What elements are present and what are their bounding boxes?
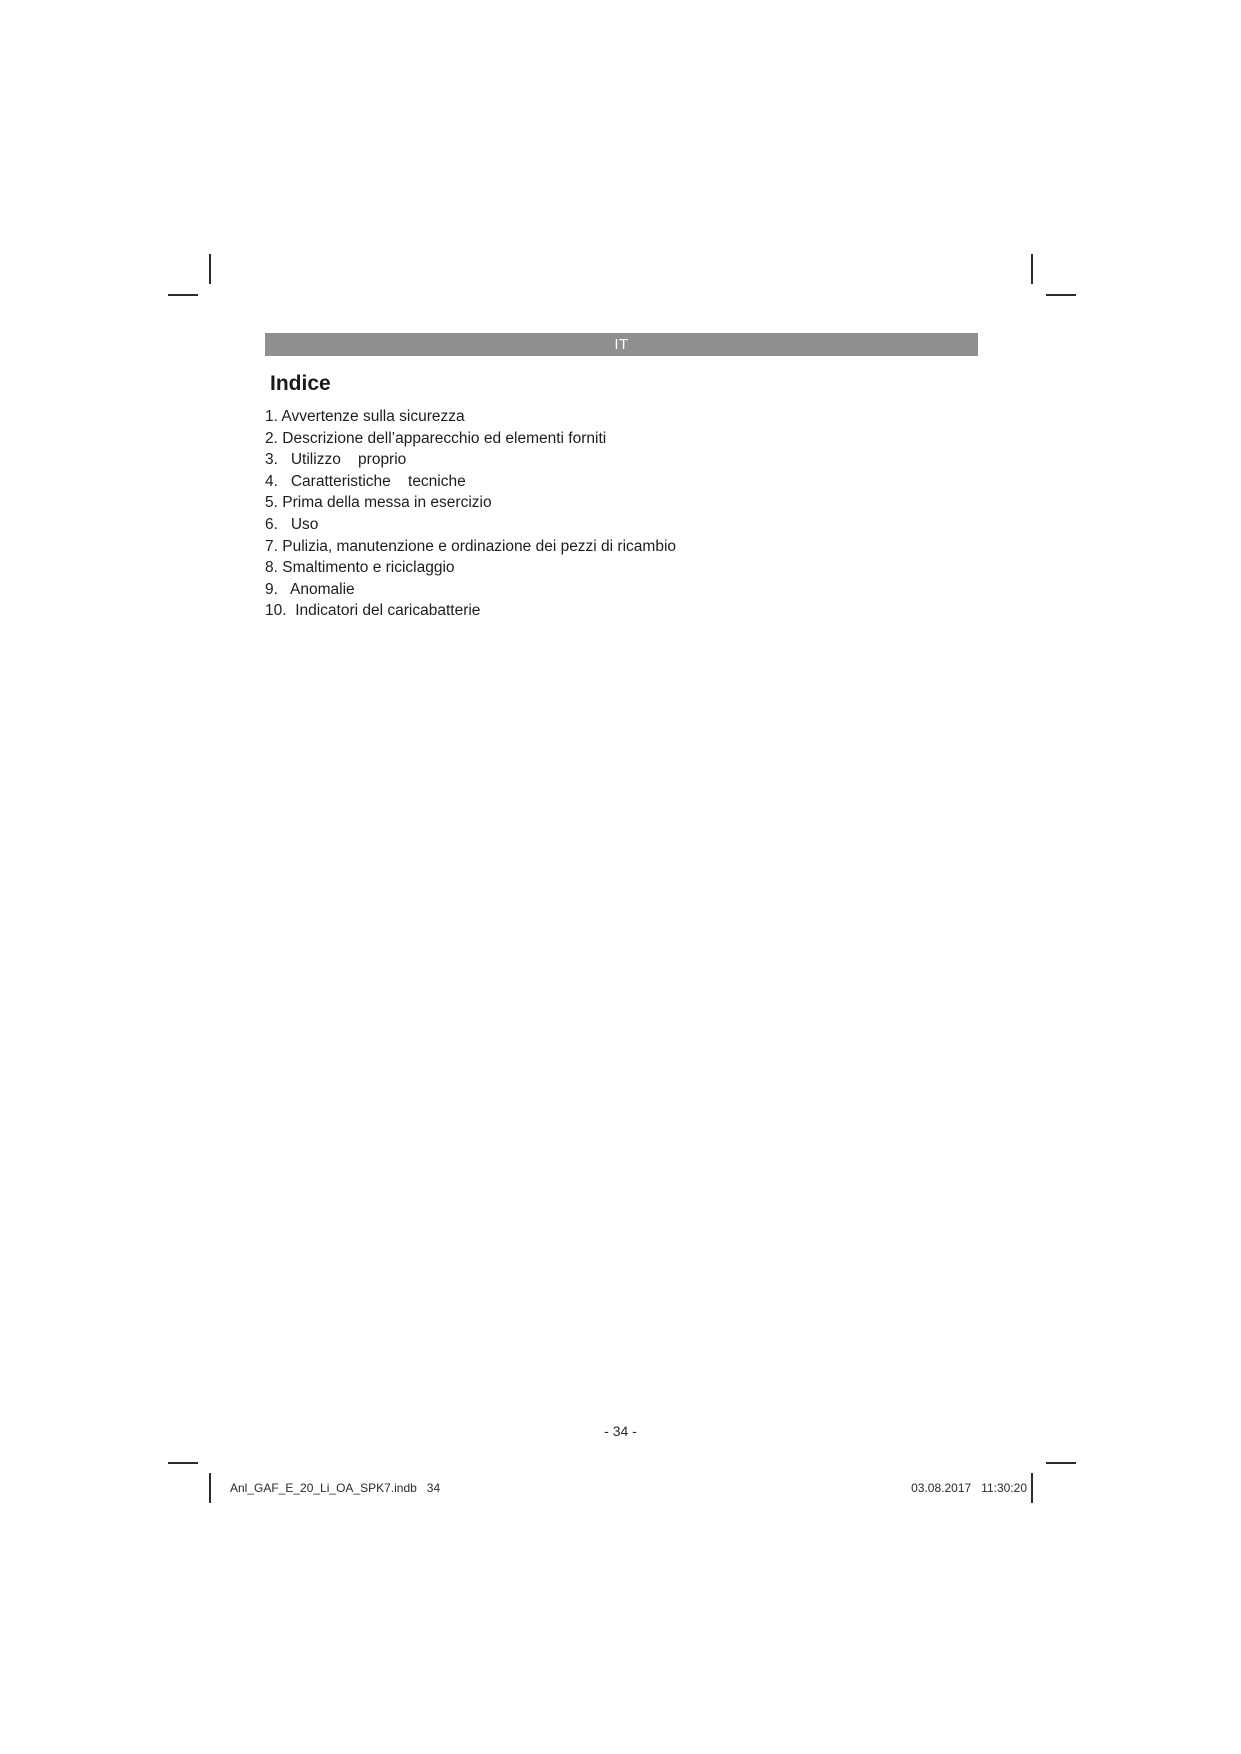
toc-item-number: 4.: [265, 472, 278, 490]
crop-mark: [1046, 294, 1076, 296]
language-code: IT: [614, 336, 629, 353]
crop-mark: [168, 294, 198, 296]
toc-item-number: 5.: [265, 494, 278, 512]
crop-mark: [1031, 254, 1033, 284]
toc-item-label: Descrizione dell’apparecchio ed elementi forniti: [282, 429, 607, 447]
toc-item-number: 8.: [265, 559, 278, 577]
toc-item-label: Uso: [290, 515, 319, 533]
crop-mark: [1031, 1473, 1033, 1503]
toc-item: [265, 471, 676, 493]
crop-mark: [209, 254, 211, 284]
toc-item: [265, 428, 676, 450]
table-of-contents: [265, 406, 676, 622]
page-title: Indice: [270, 372, 331, 395]
toc-item-label: Caratteristiche tecniche: [290, 472, 466, 490]
toc-item: [265, 406, 676, 428]
footer-filename: Anl_GAF_E_20_Li_OA_SPK7.indb 34: [230, 1481, 441, 1495]
toc-item: [265, 600, 676, 622]
toc-item-label: Pulizia, manutenzione e ordinazione dei pezzi di ricambio: [282, 537, 677, 555]
toc-item-label: Avvertenze sulla sicurezza: [281, 408, 465, 425]
crop-mark: [209, 1473, 211, 1503]
toc-item-number: 7.: [265, 537, 278, 555]
toc-item: [265, 557, 676, 579]
toc-item-label: Prima della messa in esercizio: [282, 494, 492, 512]
page-number: - 34 -: [604, 1423, 637, 1439]
toc-item-number: 1.: [265, 408, 278, 425]
language-header-bar: [265, 333, 978, 356]
toc-item: [265, 536, 676, 558]
crop-mark: [168, 1462, 198, 1464]
crop-mark: [1046, 1462, 1076, 1464]
toc-item-label: Anomalie: [290, 580, 355, 598]
toc-item: [265, 492, 676, 514]
toc-item-number: 2.: [265, 429, 278, 447]
toc-item: [265, 579, 676, 601]
toc-item-number: 10.: [265, 602, 287, 620]
toc-item-number: 9.: [265, 580, 278, 598]
toc-item-label: Utilizzo proprio: [290, 451, 407, 469]
toc-item-label: Indicatori del caricabatterie: [295, 602, 481, 620]
footer-timestamp: 03.08.2017 11:30:20: [911, 1481, 1027, 1495]
toc-item: [265, 514, 676, 536]
toc-item-number: 6.: [265, 515, 278, 533]
toc-item-label: Smaltimento e riciclaggio: [282, 559, 455, 577]
toc-item: [265, 449, 676, 471]
toc-item-number: 3.: [265, 451, 278, 469]
